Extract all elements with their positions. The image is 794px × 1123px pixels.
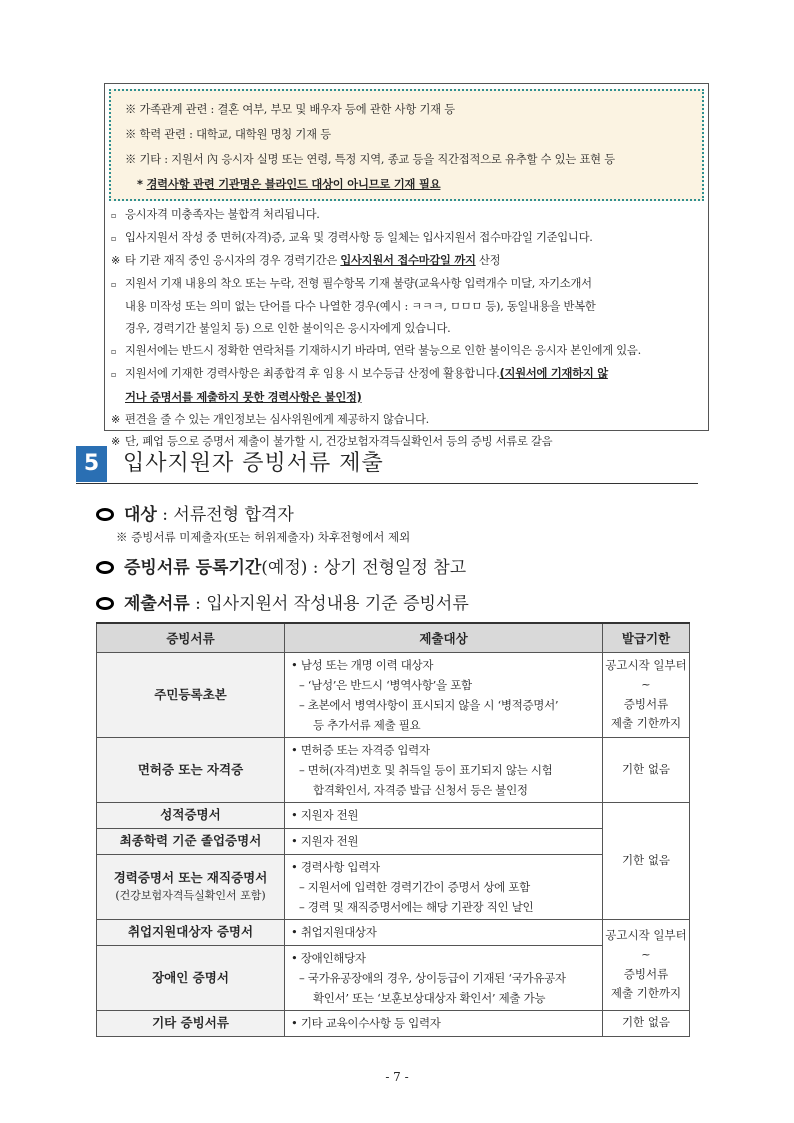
table-row [97, 652, 690, 737]
bullet-period: 증빙서류 등록기간(예정) : 상기 전형일정 참고 [96, 553, 466, 578]
header-target: 제출대상 [285, 623, 603, 652]
doc-name: 주민등록초본 [97, 652, 285, 737]
notice-line: ▫ 입사지원서 작성 중 면허(자격)증, 교육 및 경력사항 등 일체는 입사지원서 접수마감일 기준입니다. [111, 231, 593, 245]
doc-name: 취업지원대상자 증명서 [97, 919, 285, 945]
blind-item-family: ※ 가족관계 관련 : 결혼 여부, 부모 및 배우자 등에 관한 사항 기재 등 [125, 103, 455, 116]
doc-target: • 기타 교육이수사항 등 입력자 [285, 1010, 603, 1036]
table-header-row [97, 623, 690, 652]
notice-line: ▫ 지원서에 기재한 경력사항은 최종합격 후 임용 시 보수등급 산정에 활용합니다.(지원서에 기재하지 않 [111, 367, 608, 381]
documents-table [96, 622, 690, 1037]
blind-item-education: ※ 학력 관련 : 대학교, 대학원 명칭 기재 등 [125, 128, 331, 141]
doc-name-sub: (건강보험자격득실확인서 포함) [115, 888, 266, 902]
doc-name: 기타 증빙서류 [97, 1010, 285, 1036]
notice-line: 경우, 경력기간 불일치 등) 으로 인한 불이익은 응시자에게 있습니다. [125, 322, 451, 336]
circle-bullet-icon [96, 597, 114, 610]
header-document: 증빙서류 [97, 623, 285, 652]
doc-deadline: 공고시작 일부터 ~ 증빙서류 제출 기한까지 [603, 919, 690, 1010]
page-number: - 7 - [385, 1070, 409, 1084]
blind-career-note: * 경력사항 관련 기관명은 블라인드 대상이 아니므로 기재 필요 [137, 178, 441, 191]
doc-target: • 지원자 전원 [285, 802, 603, 828]
doc-deadline: 공고시작 일부터 ~ 증빙서류 제출 기한까지 [603, 652, 690, 737]
doc-target: • 경력사항 입력자 – 지원서에 입력한 경력기간이 증명서 상에 포함 – 경력 및 재직증명서에는 해당 기관장 직인 날인 [285, 854, 603, 919]
doc-name: 장애인 증명서 [97, 945, 285, 1010]
notice-line: ▫ 응시자격 미충족자는 불합격 처리됩니다. [111, 208, 320, 221]
doc-deadline: 기한 없음 [603, 802, 690, 919]
section-number-badge: 5 [76, 446, 107, 482]
doc-deadline: 기한 없음 [603, 1010, 690, 1036]
bullet-target: 대상 : 서류전형 합격자 [96, 500, 294, 525]
section-divider [76, 483, 698, 484]
notice-line: ▫ 지원서 기재 내용의 착오 또는 누락, 전형 필수항목 기재 불량(교육사항 입력개수 미달, 자기소개서 [111, 276, 592, 290]
table-row [97, 945, 690, 1010]
table-row [97, 737, 690, 802]
table-row [97, 854, 690, 919]
table-row [97, 802, 690, 828]
doc-name: 성적증명서 [97, 802, 285, 828]
doc-name: 면허증 또는 자격증 [97, 737, 285, 802]
doc-name: 최종학력 기준 졸업증명서 [97, 828, 285, 854]
doc-target: • 면허증 또는 자격증 입력자 – 면허(자격)번호 및 취득일 등이 표기되지 않는 시험 합격확인서, 자격증 발급 신청서 등은 불인정 [285, 737, 603, 802]
circle-bullet-icon [96, 508, 114, 521]
notice-line: 거나 증명서를 제출하지 못한 경력사항은 불인정) [125, 390, 362, 404]
notice-list [109, 204, 707, 453]
blind-item-other: ※ 기타 : 지원서 內 응시자 실명 또는 연령, 특정 지역, 종교 등을 직간접적으로 유추할 수 있는 표현 등 [125, 153, 615, 166]
bullet-docs: 제출서류 : 입사지원서 작성내용 기준 증빙서류 [96, 589, 469, 614]
section-title: 입사지원자 증빙서류 제출 [123, 451, 384, 476]
target-note: ※ 증빙서류 미제출자(또는 허위제출자) 차후전형에서 제외 [116, 530, 411, 544]
table-row [97, 1010, 690, 1036]
doc-target: • 취업지원대상자 [285, 919, 603, 945]
notice-box [104, 83, 709, 449]
notice-line: ※ 단, 폐업 등으로 증명서 제출이 불가할 시, 건강보험자격득실확인서 등의 증빙 서류로 갈음 [111, 435, 553, 449]
doc-target: • 남성 또는 개명 이력 대상자 – ‘남성’은 반드시 ‘병역사항’을 포함 – 초본에서 병역사항이 표시되지 않을 시 ‘병적증명서’ 등 추가서류 제출 필요 [285, 652, 603, 737]
notice-line: 내용 미작성 또는 의미 없는 단어를 다수 나열한 경우(예시 : ㅋㅋㅋ, ㅁㅁㅁ 등), 동일내용을 반복한 [125, 299, 596, 313]
blind-items-box [109, 89, 704, 201]
circle-bullet-icon [96, 561, 114, 574]
header-deadline: 발급기한 [603, 623, 690, 652]
doc-target: • 장애인해당자 – 국가유공장애의 경우, 상이등급이 기재된 ‘국가유공자 확인서’ 또는 ‘보훈보상대상자 확인서’ 제출 가능 [285, 945, 603, 1010]
notice-line: ▫ 지원서에는 반드시 정확한 연락처를 기재하시기 바라며, 연락 불능으로 인한 불이익은 응시자 본인에게 있음. [111, 344, 641, 358]
table-row [97, 919, 690, 945]
doc-target: • 지원자 전원 [285, 828, 603, 854]
notice-line: ※ 타 기관 재직 중인 응시자의 경우 경력기간은 입사지원서 접수마감일 까지 산정 [111, 254, 501, 268]
notice-line: ※ 편견을 줄 수 있는 개인정보는 심사위원에게 제공하지 않습니다. [111, 412, 429, 426]
doc-deadline: 기한 없음 [603, 737, 690, 802]
doc-name: 경력증명서 또는 재직증명서 (건강보험자격득실확인서 포함) [97, 854, 285, 919]
table-row [97, 828, 690, 854]
